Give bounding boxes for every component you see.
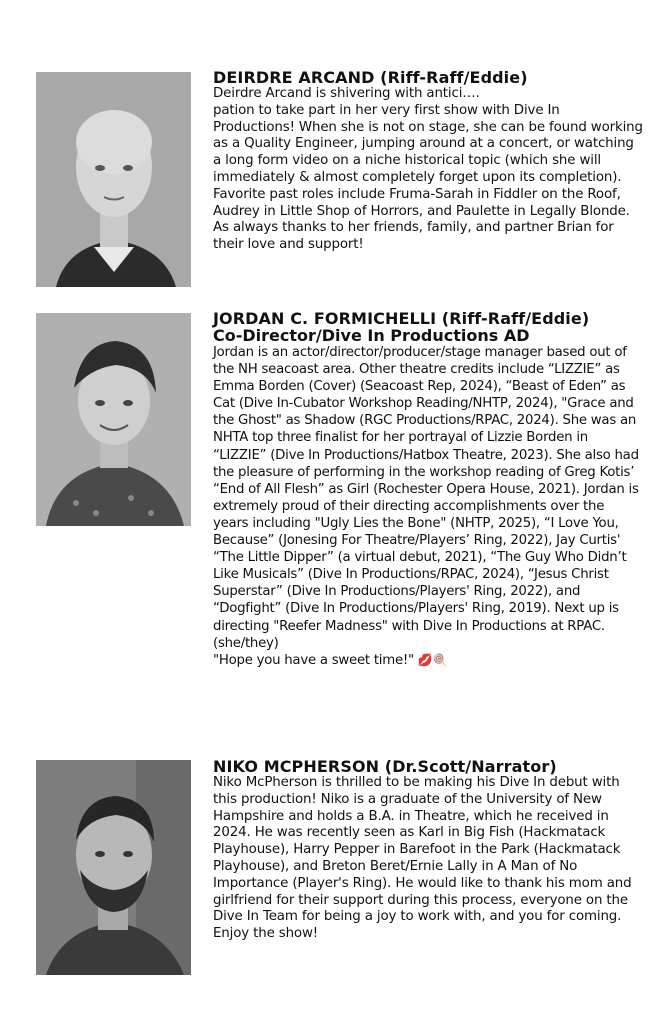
bio-text: Jordan is an actor/director/producer/stage manager based out of the NH seacoast area. Other theatre credits include “LIZZIE” as Emma Borden (Cover) (Seacoast Rep, 2024), “Beast of Eden” as Cat (Dive In-Cubator Workshop Reading/NHTP, 2024), "Grace and the Ghost" as Shadow (RGC Productions/RPAC, 2024). She was an NHTA top three finalist for her portrayal of Lizzie Borden in “LIZZIE” (Dive In Productions/Hatbox Theatre, 2023). She also had the pleasure of performing in the workshop reading of Greg Kotis’ “End of All Flesh” as Girl (Rochester Opera House, 2021). Jordan is extremely proud of their directing accomplishments over the years including "Ugly Lies the Bone" (NHTP, 2025), “I Love You, Because” (Jonesing For Theatre/Players’ Ring, 2022), Jay Curtis' “The Little Dipper” (a virtual debut, 2021), “The Guy Who Didn’t Like Musicals” (Dive In Productions/RPAC, 2024), “Jesus Christ Superstar” (Dive In Productions/Players' Ring, 2022), and “Dogfight” (Dive In Productions/Players' Ring, 2019). Next up is directing "Reefer Madness" with Dive In Productions at RPAC. (she/they) — [213, 345, 639, 651]
lips-lollipop-emoji: 💋🍭 — [417, 652, 448, 667]
performer-name: DEIRDRE ARCAND (Riff-Raff/Eddie) — [213, 68, 528, 87]
quote-text: "Hope you have a sweet time!" — [213, 652, 414, 668]
headshot-photo — [36, 72, 191, 287]
headshot-photo — [36, 313, 191, 526]
headshot-photo — [36, 760, 191, 975]
bio-text: Deirdre Arcand is shivering with antici…. pation to take part in her very first show with Dive In Productions! When she is not on stage, she can be found working as a Quality Engineer, jumping around at a concert, or watching a long form video on a niche historical topic (which she will immediately & almost completely forget upon its completion). Favorite past roles include Fruma-Sarah in Fiddler on the Roof, Audrey in Little Shop of Horrors, and Paulette in Legally Blonde. As always thanks to her friends, family, and partner Brian for their love and support! — [213, 86, 643, 253]
performer-subtitle: Co-Director/Dive In Productions AD — [213, 326, 530, 345]
performer-name: NIKO MCPHERSON (Dr.Scott/Narrator) — [213, 757, 557, 776]
performer-name: JORDAN C. FORMICHELLI (Riff-Raff/Eddie) — [213, 309, 590, 328]
bio-text: Niko McPherson is thrilled to be making his Dive In debut with this production! Niko is a graduate of the University of New Hampshire and holds a B.A. in Theatre, which he received in 2024. He was recently seen as Karl in Big Fish (Hackmatack Playhouse), Harry Pepper in Barefoot in the Park (Hackmatack Playhouse), and Breton Beret/Ernie Lally in A Man of No Importance (Player's Ring). He would like to thank his mom and girlfriend for their support during this process, everyone on the Dive In Team for being a joy to work with, and you for coming. Enjoy the show! — [213, 775, 632, 942]
bio-quote — [213, 652, 643, 669]
